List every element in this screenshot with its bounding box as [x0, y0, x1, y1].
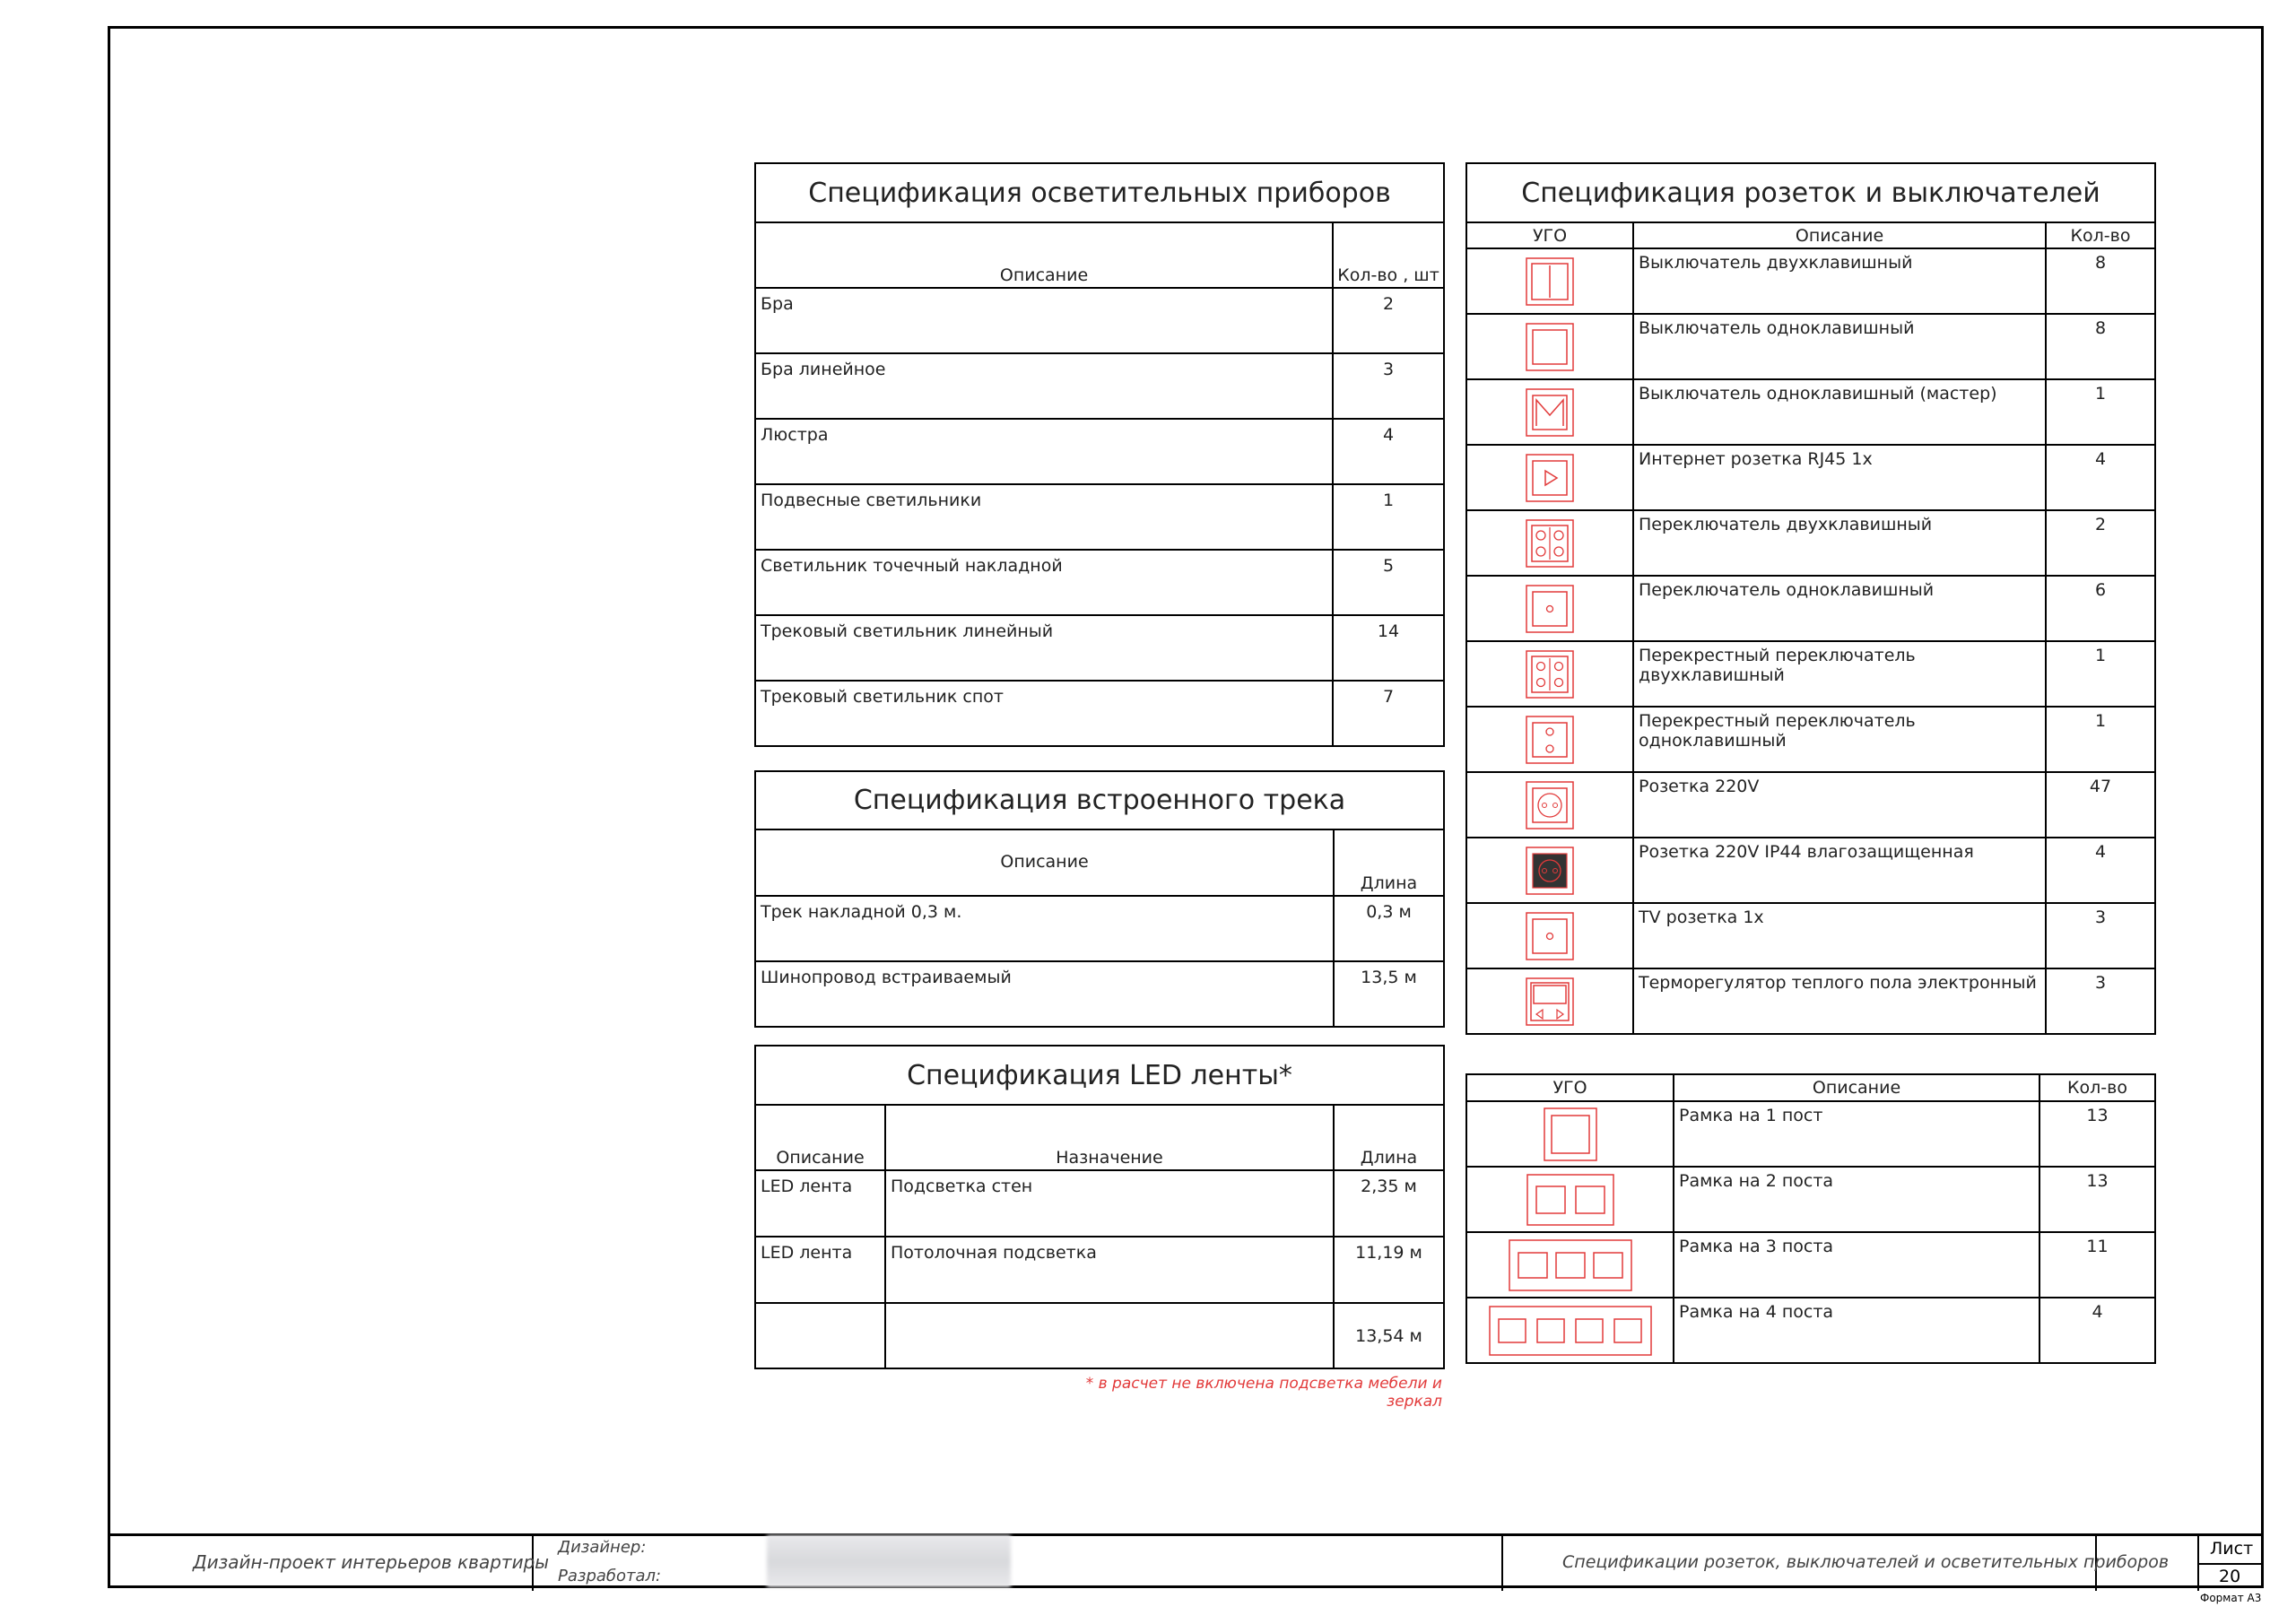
cross-switch-double-icon: [1526, 650, 1574, 699]
socket-qty: 8: [2046, 314, 2155, 379]
socket-desc: Выключатель одноклавишный: [1633, 314, 2046, 379]
table-row: [755, 1170, 1444, 1237]
socket-desc: Перекрестный переключатель одноклавишный: [1633, 707, 2046, 772]
led-desc: LED лента: [755, 1237, 885, 1303]
table-row: [1466, 248, 2155, 314]
column-header: Длина: [1334, 1105, 1444, 1170]
socket-qty: 3: [2046, 903, 2155, 968]
table-row: [1466, 1232, 2155, 1298]
lighting-qty: 14: [1333, 615, 1444, 681]
table-row: [755, 896, 1444, 961]
socket-desc: Перекрестный переключатель двухклавишный: [1633, 641, 2046, 707]
socket-qty: 2: [2046, 510, 2155, 576]
column-header: УГО: [1466, 1074, 1674, 1101]
socket-desc: Выключатель одноклавишный (мастер): [1633, 379, 2046, 445]
lighting-qty: 1: [1333, 484, 1444, 550]
rj45-socket-icon: [1526, 454, 1574, 502]
lighting-spec-table: [754, 162, 1445, 747]
led-spec-table: [754, 1045, 1445, 1369]
sheet-number: 20: [2219, 1567, 2241, 1586]
socket-qty: 4: [2046, 445, 2155, 510]
socket-qty: 1: [2046, 707, 2155, 772]
frame-qty: 11: [2039, 1232, 2155, 1298]
lighting-desc: Светильник точечный накладной: [755, 550, 1333, 615]
socket-ip44-icon: [1526, 847, 1574, 895]
lighting-qty: 7: [1333, 681, 1444, 746]
redacted-names: [767, 1535, 1011, 1587]
column-header: Описание: [755, 1105, 885, 1170]
ugo-cell: [1466, 1167, 1674, 1232]
table-row: [1466, 641, 2155, 707]
table-row: [1466, 1101, 2155, 1167]
table-row: [755, 961, 1444, 1027]
table-row: [755, 615, 1444, 681]
frame-qty: 13: [2039, 1101, 2155, 1167]
column-header: Описание: [755, 222, 1333, 288]
socket-qty: 47: [2046, 772, 2155, 838]
column-header: Кол-во: [2039, 1074, 2155, 1101]
lighting-qty: 3: [1333, 353, 1444, 419]
table-title: Спецификация встроенного трека: [755, 771, 1444, 829]
frame-1-post-icon: [1544, 1107, 1597, 1161]
ugo-cell: [1466, 1232, 1674, 1298]
designer-label: Дизайнер:: [558, 1538, 647, 1557]
column-header: УГО: [1466, 222, 1633, 248]
column-header: Описание: [1633, 222, 2046, 248]
socket-220v-icon: [1526, 781, 1574, 829]
table-row: [1466, 576, 2155, 641]
ugo-cell: [1466, 314, 1633, 379]
ugo-cell: [1466, 1298, 1674, 1363]
sheet-label: Лист: [2210, 1539, 2254, 1559]
led-desc: LED лента: [755, 1170, 885, 1237]
socket-desc: Терморегулятор теплого пола электронный: [1633, 968, 2046, 1034]
track-spec-table: [754, 770, 1445, 1028]
socket-desc: Розетка 220V: [1633, 772, 2046, 838]
ugo-cell: [1466, 641, 1633, 707]
ugo-cell: [1466, 576, 1633, 641]
thermostat-icon: [1526, 977, 1574, 1026]
led-total: 13,54 м: [1334, 1303, 1444, 1368]
switch-single-icon: [1526, 323, 1574, 371]
ugo-cell: [1466, 968, 1633, 1034]
socket-qty: 6: [2046, 576, 2155, 641]
table-row: [1466, 707, 2155, 772]
ugo-cell: [1466, 1101, 1674, 1167]
frame-4-post-icon: [1489, 1306, 1652, 1356]
lighting-desc: Трековый светильник спот: [755, 681, 1333, 746]
ugo-cell: [1466, 379, 1633, 445]
socket-qty: 8: [2046, 248, 2155, 314]
changeover-double-icon: [1526, 519, 1574, 568]
table-row: [1466, 445, 2155, 510]
socket-desc: TV розетка 1x: [1633, 903, 2046, 968]
ugo-cell: [1466, 445, 1633, 510]
frame-qty: 13: [2039, 1167, 2155, 1232]
lighting-desc: Трековый светильник линейный: [755, 615, 1333, 681]
changeover-single-icon: [1526, 585, 1574, 633]
table-row: [755, 1237, 1444, 1303]
ugo-cell: [1466, 838, 1633, 903]
switch-master-icon: [1526, 388, 1574, 437]
frame-qty: 4: [2039, 1298, 2155, 1363]
track-desc: Трек накладной 0,3 м.: [755, 896, 1334, 961]
empty-cell: [755, 1303, 885, 1368]
sheet-title: Спецификации розеток, выключателей и осветительных приборов: [1562, 1552, 2170, 1572]
led-purpose: Потолочная подсветка: [885, 1237, 1334, 1303]
frame-desc: Рамка на 4 поста: [1674, 1298, 2039, 1363]
table-row: [1466, 968, 2155, 1034]
lighting-qty: 5: [1333, 550, 1444, 615]
column-header: Кол-во: [2046, 222, 2155, 248]
column-header: Описание: [755, 829, 1334, 896]
led-purpose: Подсветка стен: [885, 1170, 1334, 1237]
socket-qty: 1: [2046, 641, 2155, 707]
socket-desc: Интернет розетка RJ45 1x: [1633, 445, 2046, 510]
project-name: Дизайн-проект интерьеров квартиры: [193, 1551, 550, 1573]
table-title: Спецификация осветительных приборов: [755, 163, 1444, 222]
lighting-qty: 4: [1333, 419, 1444, 484]
table-row: [755, 550, 1444, 615]
ugo-cell: [1466, 707, 1633, 772]
lighting-desc: Бра: [755, 288, 1333, 353]
track-len: 13,5 м: [1334, 961, 1444, 1027]
table-title: Спецификация LED ленты*: [755, 1046, 1444, 1105]
ugo-cell: [1466, 248, 1633, 314]
frame-desc: Рамка на 1 пост: [1674, 1101, 2039, 1167]
format-label: Формат А3: [2200, 1592, 2262, 1604]
socket-qty: 4: [2046, 838, 2155, 903]
ugo-cell: [1466, 903, 1633, 968]
frame-2-post-icon: [1526, 1174, 1614, 1226]
empty-cell: [885, 1303, 1334, 1368]
column-header: Назначение: [885, 1105, 1334, 1170]
socket-qty: 3: [2046, 968, 2155, 1034]
ugo-cell: [1466, 772, 1633, 838]
column-header: Описание: [1674, 1074, 2039, 1101]
cross-switch-single-icon: [1526, 716, 1574, 764]
column-header: Длина: [1334, 829, 1444, 896]
led-footnote: * в расчет не включена подсветка мебели и зеркал: [1085, 1375, 1442, 1411]
title-block: [108, 1533, 2264, 1591]
table-row: [1466, 772, 2155, 838]
switch-double-icon: [1526, 257, 1574, 306]
tv-socket-icon: [1526, 912, 1574, 960]
developer-label: Разработал:: [558, 1567, 662, 1585]
table-row: [1466, 379, 2155, 445]
table-title: Спецификация розеток и выключателей: [1466, 163, 2155, 222]
frame-desc: Рамка на 3 поста: [1674, 1232, 2039, 1298]
track-len: 0,3 м: [1334, 896, 1444, 961]
table-row: [1466, 314, 2155, 379]
table-row: [1466, 1167, 2155, 1232]
led-len: 2,35 м: [1334, 1170, 1444, 1237]
lighting-desc: Люстра: [755, 419, 1333, 484]
frames-spec-table: [1465, 1073, 2156, 1364]
table-row: [755, 681, 1444, 746]
track-desc: Шинопровод встраиваемый: [755, 961, 1334, 1027]
table-row: [1466, 903, 2155, 968]
table-row: [755, 419, 1444, 484]
lighting-desc: Подвесные светильники: [755, 484, 1333, 550]
table-row: [1466, 838, 2155, 903]
lighting-desc: Бра линейное: [755, 353, 1333, 419]
table-row: [755, 484, 1444, 550]
table-row: [755, 288, 1444, 353]
table-row: [755, 353, 1444, 419]
column-header: Кол-во , шт: [1333, 222, 1444, 288]
table-row: [1466, 1298, 2155, 1363]
frame-desc: Рамка на 2 поста: [1674, 1167, 2039, 1232]
sockets-spec-table: [1465, 162, 2156, 1035]
table-row: [1466, 510, 2155, 576]
socket-desc: Переключатель одноклавишный: [1633, 576, 2046, 641]
led-len: 11,19 м: [1334, 1237, 1444, 1303]
frame-3-post-icon: [1509, 1239, 1632, 1291]
socket-desc: Розетка 220V IP44 влагозащищенная: [1633, 838, 2046, 903]
socket-desc: Переключатель двухклавишный: [1633, 510, 2046, 576]
socket-desc: Выключатель двухклавишный: [1633, 248, 2046, 314]
socket-qty: 1: [2046, 379, 2155, 445]
ugo-cell: [1466, 510, 1633, 576]
lighting-qty: 2: [1333, 288, 1444, 353]
